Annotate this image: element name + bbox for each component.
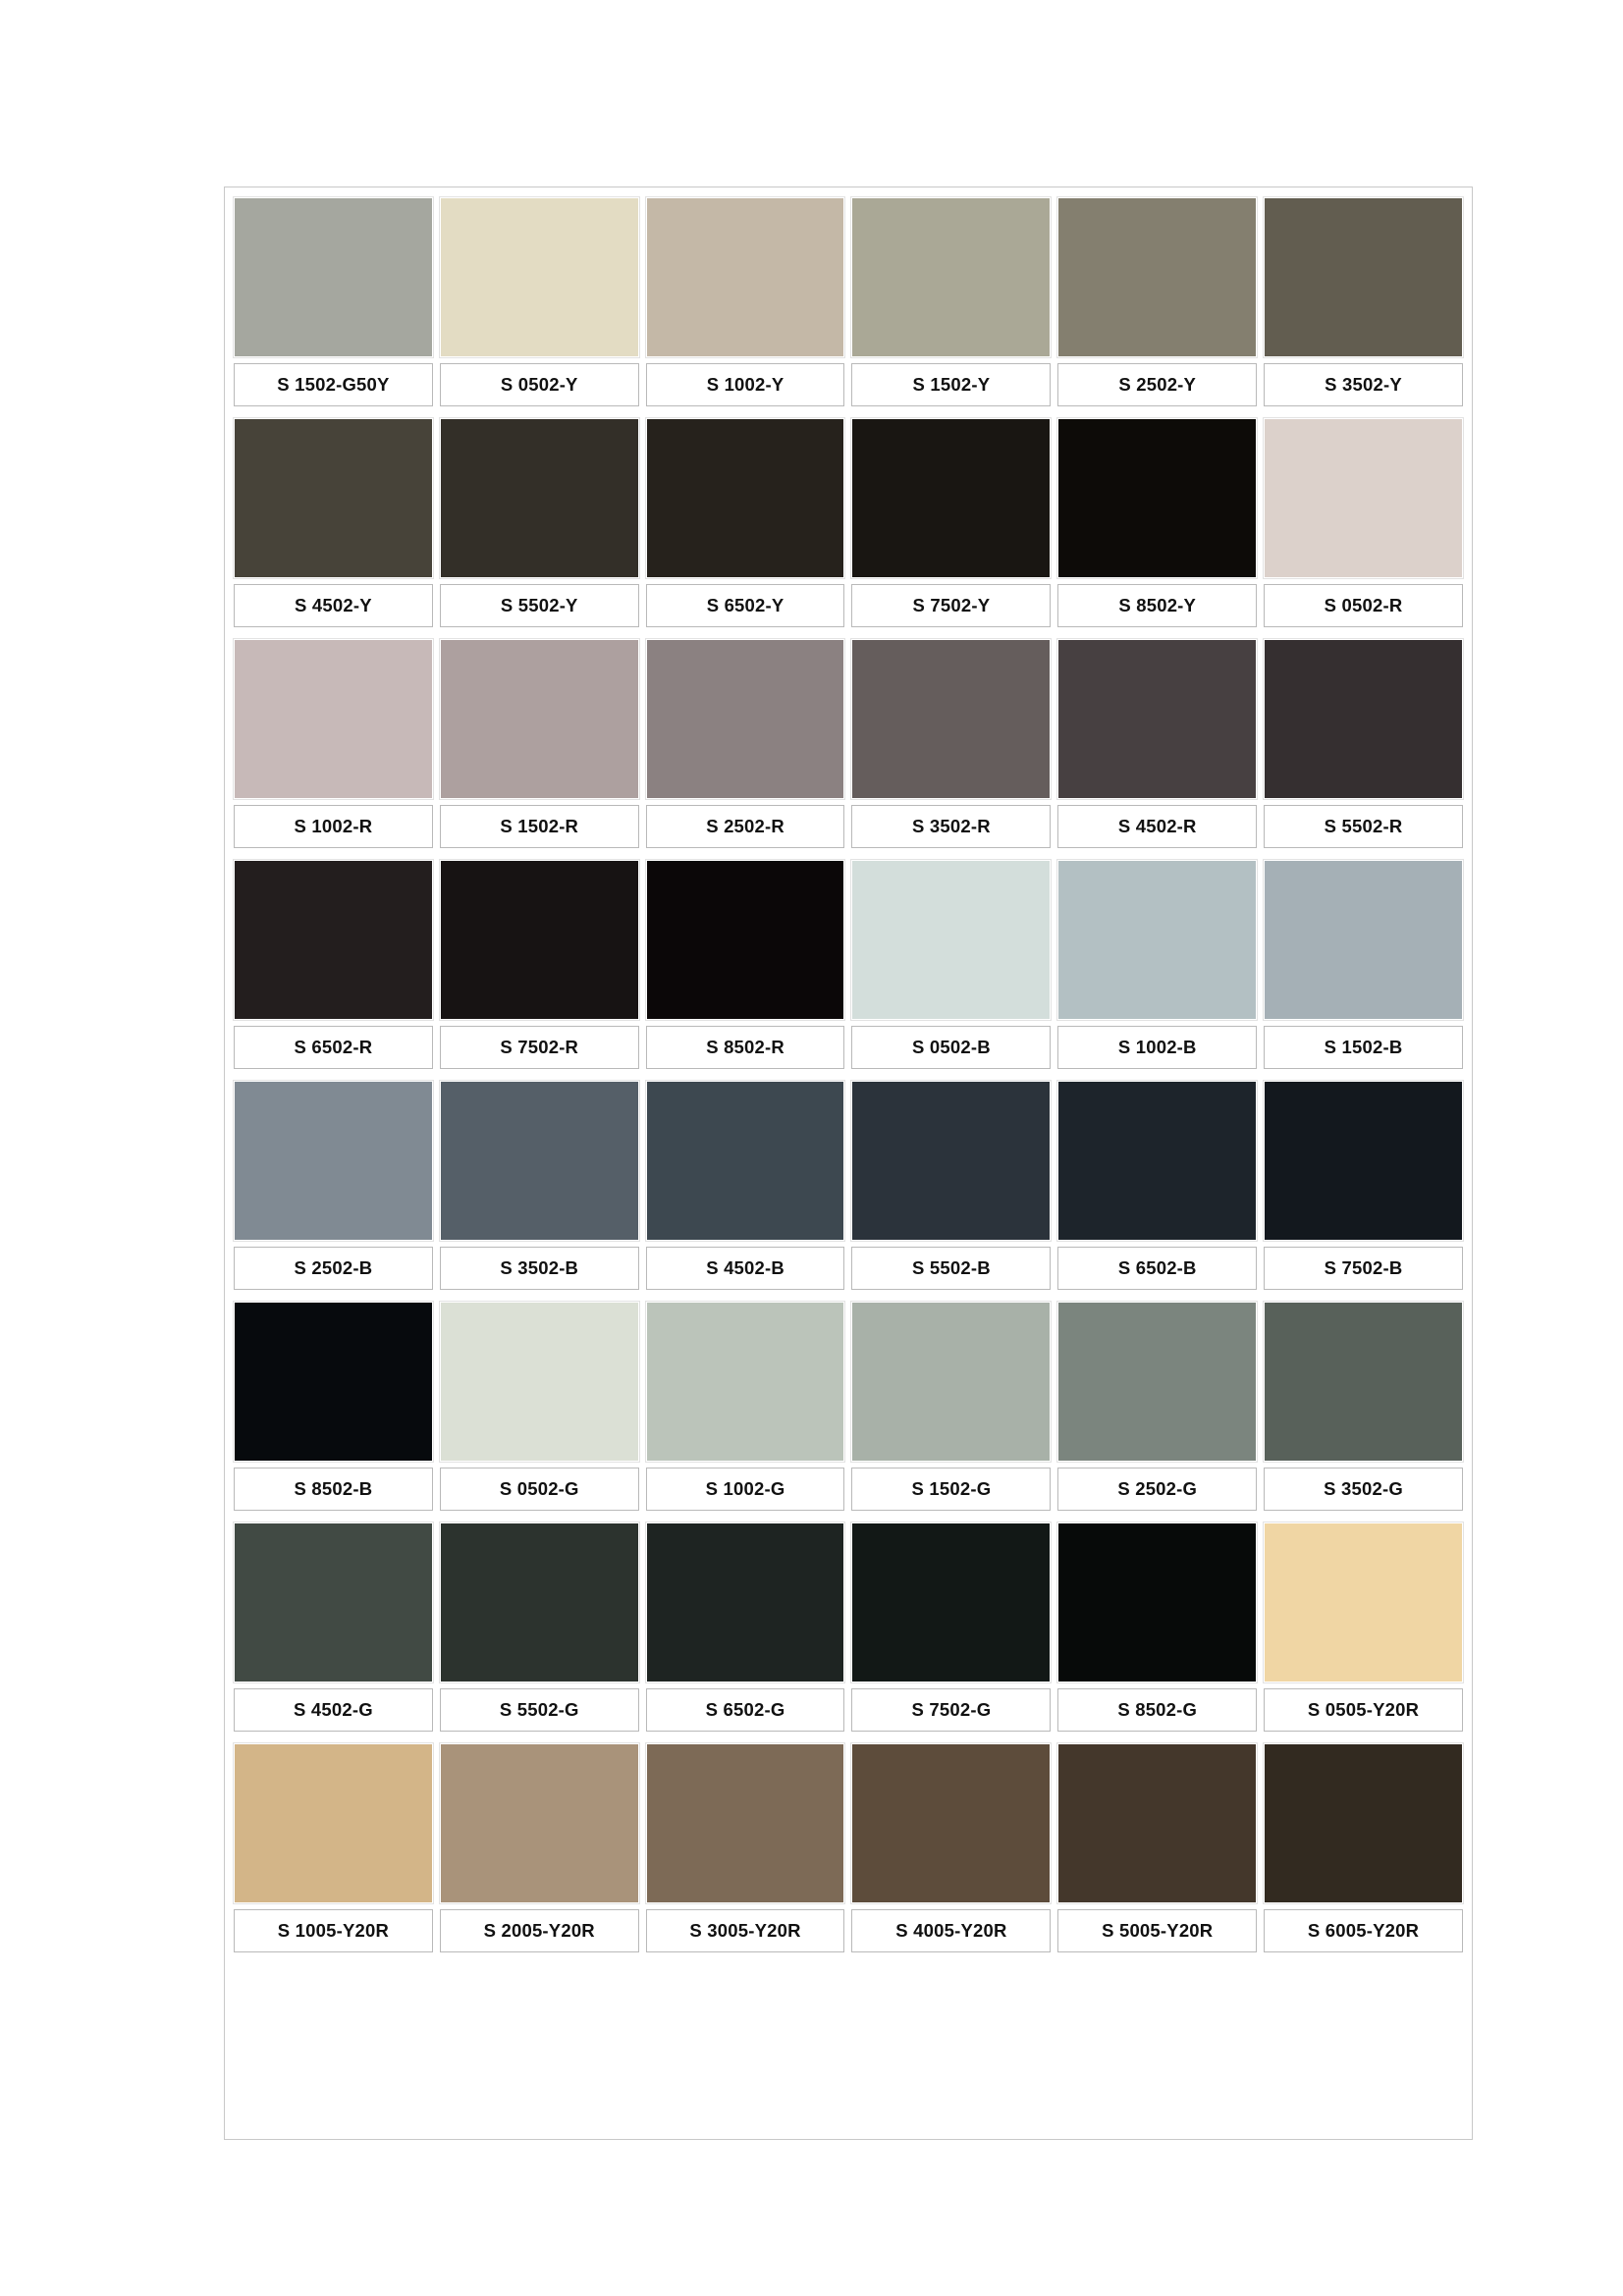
swatch-cell[interactable] [1057,1743,1257,1952]
swatch-cell[interactable] [851,1081,1051,1290]
colour-swatch [1057,1081,1257,1241]
colour-swatch [646,197,845,357]
colour-swatch [646,418,845,578]
colour-swatch [1264,860,1463,1020]
colour-code-label: S 3502-B [440,1247,639,1290]
colour-code-label: S 6502-R [234,1026,433,1069]
colour-swatch [234,1302,433,1462]
colour-code-label: S 4005-Y20R [851,1909,1051,1952]
swatch-row [234,860,1463,1069]
colour-swatch [1264,1743,1463,1903]
colour-swatch [646,860,845,1020]
colour-swatch [851,197,1051,357]
colour-swatch [1057,1743,1257,1903]
colour-swatch [234,1743,433,1903]
swatch-row [234,418,1463,627]
swatch-cell[interactable] [1264,1302,1463,1511]
swatch-cell[interactable] [440,1302,639,1511]
colour-swatch [1264,197,1463,357]
swatch-cell[interactable] [1057,197,1257,406]
colour-code-label: S 8502-G [1057,1688,1257,1732]
swatch-cell[interactable] [851,1302,1051,1511]
colour-swatch [1264,639,1463,799]
swatch-cell[interactable] [440,1081,639,1290]
swatch-row [234,1743,1463,1952]
colour-swatch [1057,860,1257,1020]
colour-code-label: S 2502-G [1057,1468,1257,1511]
colour-code-label: S 1502-G [851,1468,1051,1511]
colour-code-label: S 1502-B [1264,1026,1463,1069]
colour-code-label: S 3502-G [1264,1468,1463,1511]
colour-swatch [234,418,433,578]
colour-swatch [440,860,639,1020]
swatch-cell[interactable] [1057,1081,1257,1290]
colour-code-label: S 7502-B [1264,1247,1463,1290]
colour-code-label: S 6502-Y [646,584,845,627]
colour-code-label: S 0502-R [1264,584,1463,627]
colour-code-label: S 4502-Y [234,584,433,627]
swatch-row [234,1302,1463,1511]
colour-code-label: S 1005-Y20R [234,1909,433,1952]
colour-swatch [234,639,433,799]
colour-swatch [851,1743,1051,1903]
swatch-cell[interactable] [440,1743,639,1952]
colour-swatch [234,860,433,1020]
colour-swatch [1057,1302,1257,1462]
swatch-cell[interactable] [646,1522,845,1732]
colour-code-label: S 1002-R [234,805,433,848]
colour-swatch [440,1743,639,1903]
swatch-cell[interactable] [646,1081,845,1290]
colour-swatch [234,1081,433,1241]
colour-swatch [646,1743,845,1903]
colour-swatch [440,418,639,578]
swatch-cell[interactable] [1264,197,1463,406]
colour-code-label: S 4502-G [234,1688,433,1732]
swatch-cell[interactable] [1264,1522,1463,1732]
colour-swatch [1264,418,1463,578]
swatch-cell[interactable] [1264,418,1463,627]
colour-code-label: S 2005-Y20R [440,1909,639,1952]
colour-swatch [646,1081,845,1241]
colour-code-label: S 5502-B [851,1247,1051,1290]
swatch-cell[interactable] [234,860,433,1069]
colour-chart [224,187,1473,2140]
swatch-cell[interactable] [1057,1522,1257,1732]
colour-swatch [440,1302,639,1462]
colour-code-label: S 0502-Y [440,363,639,406]
colour-code-label: S 2502-Y [1057,363,1257,406]
colour-swatch [1057,418,1257,578]
swatch-cell[interactable] [851,197,1051,406]
colour-code-label: S 8502-B [234,1468,433,1511]
swatch-cell[interactable] [234,197,433,406]
swatch-cell[interactable] [646,639,845,848]
swatch-cell[interactable] [1057,1302,1257,1511]
swatch-cell[interactable] [646,418,845,627]
colour-swatch [1057,1522,1257,1682]
colour-swatch [851,1522,1051,1682]
swatch-cell[interactable] [440,197,639,406]
colour-code-label: S 8502-Y [1057,584,1257,627]
swatch-cell[interactable] [1264,1081,1463,1290]
swatch-cell[interactable] [440,418,639,627]
colour-swatch [440,1522,639,1682]
colour-swatch [646,639,845,799]
swatch-cell[interactable] [851,1743,1051,1952]
colour-code-label: S 5502-G [440,1688,639,1732]
colour-code-label: S 7502-R [440,1026,639,1069]
colour-code-label: S 4502-R [1057,805,1257,848]
colour-swatch [440,1081,639,1241]
colour-swatch [1264,1302,1463,1462]
swatch-cell[interactable] [1264,639,1463,848]
colour-swatch [851,860,1051,1020]
colour-code-label: S 6005-Y20R [1264,1909,1463,1952]
colour-swatch [851,418,1051,578]
colour-swatch [1057,639,1257,799]
swatch-cell[interactable] [646,1302,845,1511]
swatch-cell[interactable] [1264,860,1463,1069]
colour-code-label: S 5005-Y20R [1057,1909,1257,1952]
colour-code-label: S 6502-B [1057,1247,1257,1290]
colour-code-label: S 7502-G [851,1688,1051,1732]
swatch-row [234,1522,1463,1732]
swatch-cell[interactable] [440,639,639,848]
swatch-grid [234,197,1463,1952]
colour-code-label: S 3502-R [851,805,1051,848]
colour-code-label: S 5502-Y [440,584,639,627]
swatch-cell[interactable] [234,639,433,848]
colour-code-label: S 1002-Y [646,363,845,406]
colour-swatch [440,639,639,799]
colour-code-label: S 3005-Y20R [646,1909,845,1952]
colour-code-label: S 0505-Y20R [1264,1688,1463,1732]
swatch-cell[interactable] [646,197,845,406]
swatch-row [234,1081,1463,1290]
swatch-row [234,197,1463,406]
colour-code-label: S 1502-Y [851,363,1051,406]
swatch-cell[interactable] [440,1522,639,1732]
colour-swatch [851,639,1051,799]
swatch-cell[interactable] [234,1743,433,1952]
swatch-cell[interactable] [851,639,1051,848]
colour-swatch [1057,197,1257,357]
swatch-cell[interactable] [234,418,433,627]
swatch-row [234,639,1463,848]
colour-swatch [851,1081,1051,1241]
swatch-cell[interactable] [234,1302,433,1511]
swatch-cell[interactable] [234,1522,433,1732]
colour-code-label: S 3502-Y [1264,363,1463,406]
swatch-cell[interactable] [440,860,639,1069]
colour-code-label: S 1002-G [646,1468,845,1511]
colour-code-label: S 1502-R [440,805,639,848]
colour-code-label: S 2502-R [646,805,845,848]
colour-code-label: S 4502-B [646,1247,845,1290]
swatch-cell[interactable] [646,860,845,1069]
colour-swatch [1264,1081,1463,1241]
colour-code-label: S 2502-B [234,1247,433,1290]
colour-code-label: S 1502-G50Y [234,363,433,406]
swatch-cell[interactable] [851,860,1051,1069]
colour-code-label: S 0502-B [851,1026,1051,1069]
colour-swatch [646,1522,845,1682]
colour-swatch [1264,1522,1463,1682]
swatch-cell[interactable] [234,1081,433,1290]
colour-code-label: S 8502-R [646,1026,845,1069]
swatch-cell[interactable] [851,1522,1051,1732]
colour-swatch [440,197,639,357]
colour-code-label: S 7502-Y [851,584,1051,627]
swatch-cell[interactable] [851,418,1051,627]
swatch-cell[interactable] [1057,860,1257,1069]
colour-code-label: S 6502-G [646,1688,845,1732]
colour-swatch [851,1302,1051,1462]
colour-swatch [234,1522,433,1682]
swatch-cell[interactable] [1264,1743,1463,1952]
swatch-cell[interactable] [1057,639,1257,848]
swatch-cell[interactable] [646,1743,845,1952]
colour-code-label: S 0502-G [440,1468,639,1511]
colour-swatch [646,1302,845,1462]
swatch-cell[interactable] [1057,418,1257,627]
colour-swatch [234,197,433,357]
colour-code-label: S 5502-R [1264,805,1463,848]
colour-code-label: S 1002-B [1057,1026,1257,1069]
